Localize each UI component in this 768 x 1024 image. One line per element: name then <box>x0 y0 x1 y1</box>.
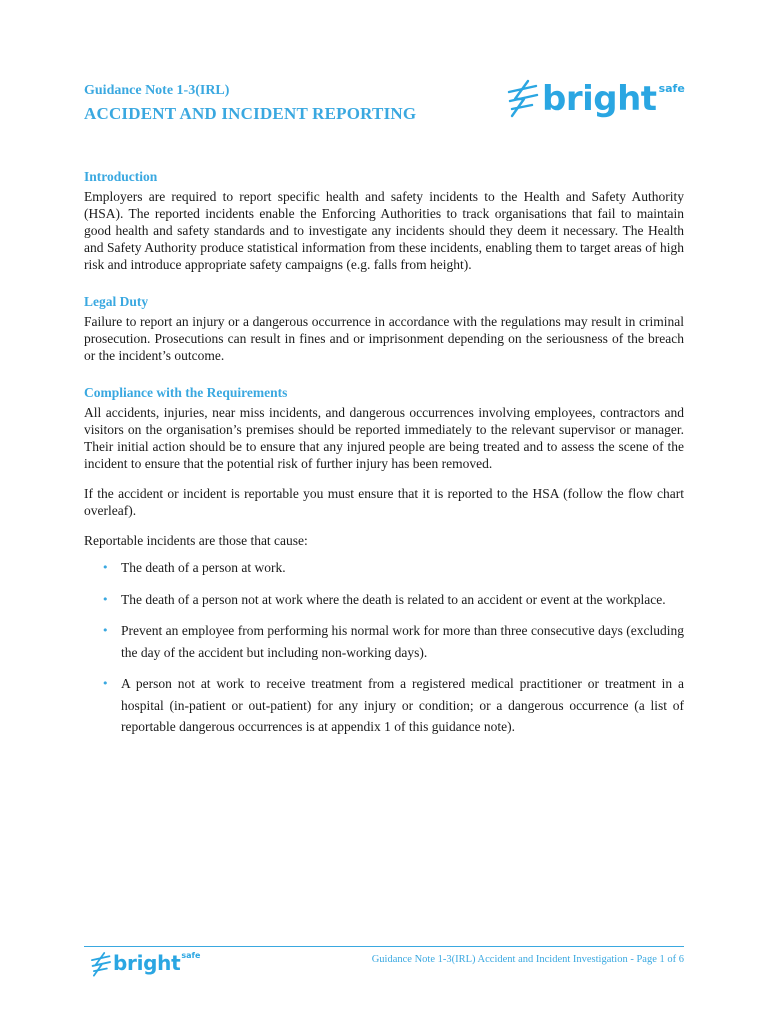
bright-safe-bolt-icon <box>506 78 540 118</box>
footer-divider <box>84 946 684 947</box>
logo-superscript: safe <box>181 951 201 960</box>
compliance-section <box>84 384 684 738</box>
list-item-text: The death of a person not at work where the death is related to an accident or event at the workplace. <box>121 591 666 607</box>
compliance-paragraph: All accidents, injuries, near miss incidents, and dangerous occurrences involving employees, contractors and visitors on the organisation’s premises should be reported immediately to the relevant supervisor or manager. Their initial action should be to ensure that any injured people are being treated and to assess the scene of the incident to ensure that the potential risk of further injury has been removed. <box>84 405 684 471</box>
logo-wordmark: bright <box>542 79 657 119</box>
introduction-heading: Introduction <box>84 169 158 184</box>
introduction-section <box>84 168 684 273</box>
bullet-icon: • <box>102 561 109 574</box>
logo-wordmark: bright <box>113 951 181 975</box>
bullet-icon: • <box>102 677 109 690</box>
list-item-text: The death of a person at work. <box>121 560 286 575</box>
compliance-heading: Compliance with the Requirements <box>84 385 288 400</box>
list-item-text: A person not at work to receive treatment from a registered medical practitioner or treatment in a hospital (in-patient or out-patient) for any injury or condition; or a dangerous occurrence (a list of reportable dangerous occurrences is at appendix 1 of this guidance note). <box>121 676 684 734</box>
list-item <box>84 589 684 611</box>
footer-page-info: Guidance Note 1-3(IRL) Accident and Incident Investigation - Page 1 of 6 <box>371 954 684 965</box>
reportable-incidents-list <box>84 557 684 738</box>
document-body <box>84 168 684 748</box>
compliance-paragraph: Reportable incidents are those that cause: <box>84 533 308 548</box>
list-item-text: Prevent an employee from performing his normal work for more than three consecutive days (excluding the day of the accident but including non-working days). <box>121 623 684 660</box>
logo-superscript: safe <box>658 82 685 95</box>
list-item <box>84 673 684 738</box>
footer-bright-safe-logo <box>90 951 200 977</box>
introduction-paragraph: Employers are required to report specific health and safety incidents to the Health and Safety Authority (HSA). The reported incidents enable the Enforcing Authorities to track organisations that fail to maintain good health and safety standards and to investigate any incidents should they deem it necessary. The Health and Safety Authority produce statistical information from these incidents, enabling them to target areas of high risk and introduce appropriate safety campaigns (e.g. falls from height). <box>84 189 684 272</box>
list-item <box>84 557 684 579</box>
legal-duty-heading: Legal Duty <box>84 294 149 309</box>
guidance-note-label: Guidance Note 1-3(IRL) <box>84 83 230 98</box>
legal-duty-section <box>84 293 684 364</box>
bright-safe-bolt-icon <box>90 951 112 977</box>
bullet-icon: • <box>102 624 109 637</box>
legal-duty-paragraph: Failure to report an injury or a dangerous occurrence in accordance with the regulations may result in criminal prosecution. Prosecutions can result in fines and or imprisonment depending on the seriousness of the breach or the incident’s outcome. <box>84 314 684 363</box>
page-title: ACCIDENT AND INCIDENT REPORTING <box>84 104 417 123</box>
compliance-paragraph: If the accident or incident is reportable you must ensure that it is reported to the HSA (follow the flow chart overleaf). <box>84 486 684 518</box>
bullet-icon: • <box>102 592 109 606</box>
bright-safe-logo <box>506 78 685 118</box>
list-item <box>84 620 684 663</box>
